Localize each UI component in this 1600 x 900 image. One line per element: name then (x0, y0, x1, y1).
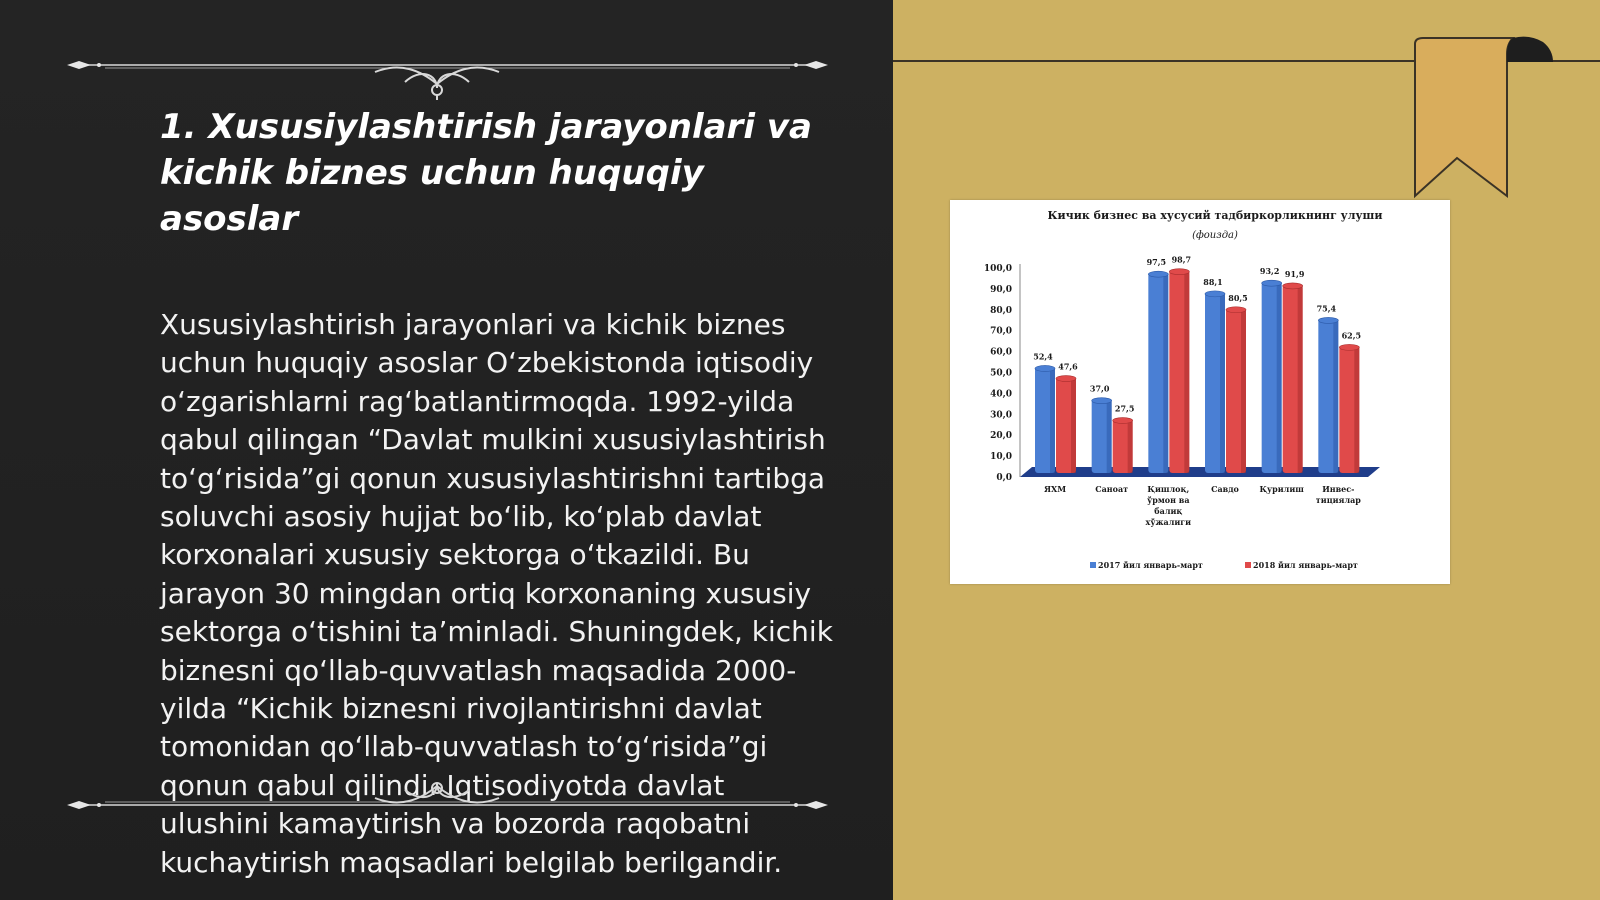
data-label: 37,0 (1089, 383, 1110, 394)
y-tick-label: 60,0 (990, 347, 1012, 358)
ornament-divider-top (65, 40, 830, 100)
data-label: 27,5 (1114, 403, 1135, 414)
legend-swatch (1245, 562, 1251, 568)
data-label: 93,2 (1259, 266, 1280, 277)
data-label: 91,9 (1284, 268, 1305, 279)
bar-top (1262, 280, 1282, 286)
slide-title: 1. Xususiylashtirish jarayonlari va kichik biznes uchun huquqiy asoslar (160, 107, 812, 239)
y-tick-label: 20,0 (990, 431, 1012, 442)
right-panel (893, 0, 1600, 900)
y-tick-label: 80,0 (990, 305, 1012, 316)
x-tick-label: ЯХМ (1043, 484, 1067, 494)
data-label: 88,1 (1203, 276, 1223, 287)
bar-shade (1050, 367, 1055, 473)
bar-top (1169, 269, 1189, 275)
chart-subtitle: (фоизда) (1192, 230, 1238, 241)
data-label: 75,4 (1316, 303, 1337, 314)
bar-top (1205, 291, 1225, 297)
bar-shade (1333, 319, 1338, 473)
y-tick-label: 90,0 (990, 284, 1012, 295)
y-tick-label: 30,0 (990, 410, 1012, 421)
bar-top (1318, 317, 1338, 323)
x-tick-label: Саноат (1095, 484, 1129, 494)
bar-shade (1220, 293, 1225, 473)
bar-top (1056, 376, 1076, 382)
data-label: 52,4 (1033, 351, 1053, 362)
data-label: 62,5 (1341, 330, 1362, 341)
bar-top (1148, 271, 1168, 277)
x-tick-label: Савдо (1211, 484, 1239, 494)
y-tick-label: 50,0 (990, 368, 1012, 379)
bar-shade (1184, 271, 1189, 473)
bar-top (1226, 307, 1246, 313)
x-tick-label: Қишлоқ, (1147, 484, 1190, 494)
bar-shade (1128, 420, 1133, 473)
ornament-divider-bottom (65, 780, 830, 840)
bar-shade (1241, 309, 1246, 473)
slide-body-text: Xususiylashtirish jarayonlari va kichik biznes uchun huquqiy asoslar O‘zbekistonda iqtisodiy o‘zgarishlarni rag‘batlantirmoqda. 1992-yilda qabul qilingan “Davlat mulkini xususiylashtirish to‘g‘risida”gi qonun xususiylashtirishni tartibga soluvchi asosiy hujjat bo‘lib, ko‘plab davlat korxonalari xususiy sektorga o‘tkazildi. Bu jarayon 30 mingdan ortiq korxonaning xususiy sektorga o‘tishini ta’minladi. Shuningdek, kichik biznesni qo‘llab-quvvatlash maqsadida 2000-yilda “Kichik biznesni rivojlantirishni davlat tomonidan qo‘llab-quvvatlash to‘g‘risida”gi qonun qabul qilindi. Iqtisodiyotda davlat ulushini kamaytirish va bozorda raqobatni kuchaytirish maqsadlari belgilab berilgandir. (160, 308, 833, 879)
bar-top (1283, 283, 1303, 289)
bar-shade (1163, 273, 1168, 473)
legend-swatch (1090, 562, 1096, 568)
bar-top (1092, 398, 1112, 404)
y-tick-label: 40,0 (990, 389, 1012, 400)
bar-top (1339, 344, 1359, 350)
bar-top (1113, 418, 1133, 424)
data-label: 97,5 (1146, 257, 1167, 268)
data-label: 80,5 (1228, 292, 1248, 303)
y-tick-label: 100,0 (983, 264, 1012, 274)
x-tick-label: тициялар (1315, 495, 1361, 505)
chart-title: Кичик бизнес ва хусусий тадбиркорликнинг улуши (1047, 209, 1383, 222)
bar-shade (1298, 285, 1303, 473)
x-tick-label: балиқ (1154, 506, 1183, 516)
x-tick-label: хўжалиги (1145, 517, 1192, 527)
legend-label: 2017 йил январь-март (1098, 560, 1203, 570)
data-label: 47,6 (1058, 361, 1078, 372)
bar-chart (950, 200, 1450, 584)
legend-label: 2018 йил январь-март (1253, 560, 1358, 570)
bar-shade (1071, 378, 1076, 473)
y-tick-label: 0,0 (996, 473, 1012, 483)
y-tick-label: 10,0 (990, 452, 1012, 463)
x-tick-label: ўрмон ва (1147, 495, 1190, 505)
chart-card (950, 200, 1450, 584)
bar-shade (1107, 400, 1112, 473)
data-label: 98,7 (1171, 254, 1192, 265)
y-tick-label: 70,0 (990, 326, 1012, 337)
x-tick-label: Инвес- (1322, 484, 1355, 494)
x-tick-label: Қурилиш (1259, 484, 1304, 494)
bar-shade (1354, 346, 1359, 473)
bookmark-ribbon-icon (1403, 30, 1563, 200)
bar-top (1035, 365, 1055, 371)
bar-shade (1277, 282, 1282, 473)
